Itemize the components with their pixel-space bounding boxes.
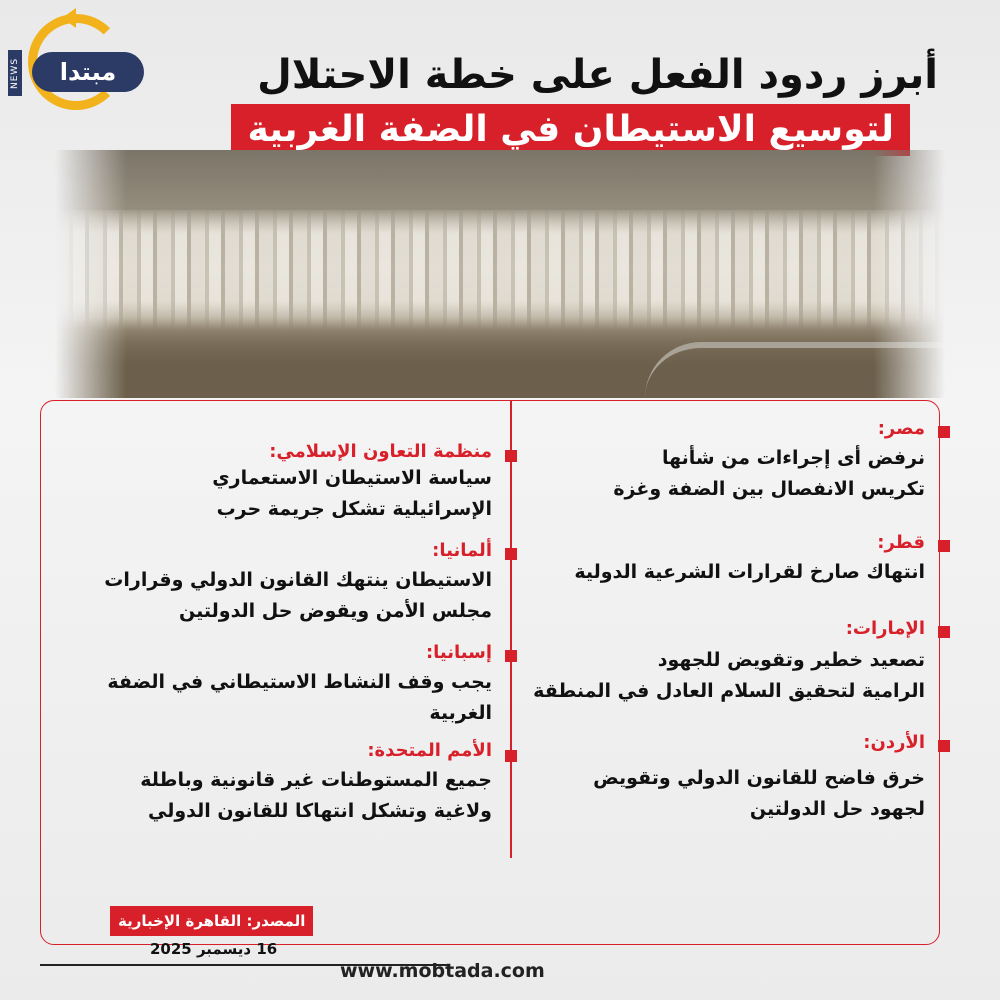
- bullet-square-icon: [938, 740, 950, 752]
- bullet-square-icon: [505, 750, 517, 762]
- statement-uae: تصعيد خطير وتقويض للجهود الرامية لتحقيق السلام العادل في المنطقة: [533, 649, 925, 702]
- entity-oic: منظمة التعاون الإسلامي:: [269, 441, 492, 462]
- bullet-square-icon: [938, 426, 950, 438]
- publish-date: 16 ديسمبر 2025: [150, 940, 278, 958]
- title-line-2: لتوسيع الاستيطان في الضفة الغربية: [231, 104, 910, 156]
- entity-qatar: قطر:: [877, 532, 925, 553]
- bullet-square-icon: [505, 450, 517, 462]
- bullet-square-icon: [938, 626, 950, 638]
- statement-spain: يجب وقف النشاط الاستيطاني في الضفة الغربية: [107, 671, 492, 724]
- statement-egypt: نرفض أى إجراءات من شأنها تكريس الانفصال بين الضفة وغزة: [613, 447, 925, 500]
- source-label: المصدر: القاهرة الإخبارية: [110, 906, 313, 936]
- bullet-square-icon: [505, 650, 517, 662]
- entity-jordan: الأردن:: [863, 732, 925, 753]
- entity-egypt: مصر:: [877, 418, 925, 439]
- statement-oic: سياسة الاستيطان الاستعماري الإسرائيلية تشكل جريمة حرب: [212, 467, 492, 520]
- column-divider: [510, 400, 512, 858]
- entity-spain: إسبانيا:: [425, 642, 492, 663]
- entity-uae: الإمارات:: [845, 618, 925, 639]
- entity-un: الأمم المتحدة:: [367, 740, 492, 761]
- logo-arrow-icon: [62, 8, 76, 28]
- statement-germany: الاستيطان ينتهك القانون الدولي وقرارات مجلس الأمن ويقوض حل الدولتين: [104, 569, 492, 622]
- news-tag: NEWS: [8, 50, 22, 96]
- statement-un: جميع المستوطنات غير قانونية وباطلة ولاغية وتشكل انتهاكا للقانون الدولي: [140, 769, 492, 822]
- mobtada-logo[interactable]: [6, 6, 146, 118]
- title-line-1: أبرز ردود الفعل على خطة الاحتلال: [257, 52, 938, 98]
- bullet-square-icon: [938, 540, 950, 552]
- statement-qatar: انتهاك صارخ لقرارات الشرعية الدولية: [574, 561, 925, 583]
- statement-jordan: خرق فاضح للقانون الدولي وتقويض لجهود حل الدولتين: [593, 767, 925, 820]
- logo-text: مبتدا: [32, 52, 144, 92]
- bullet-square-icon: [505, 548, 517, 560]
- settlement-photo: [55, 150, 945, 398]
- entity-germany: ألمانيا:: [432, 540, 492, 561]
- website-link[interactable]: www.mobtada.com: [340, 960, 545, 982]
